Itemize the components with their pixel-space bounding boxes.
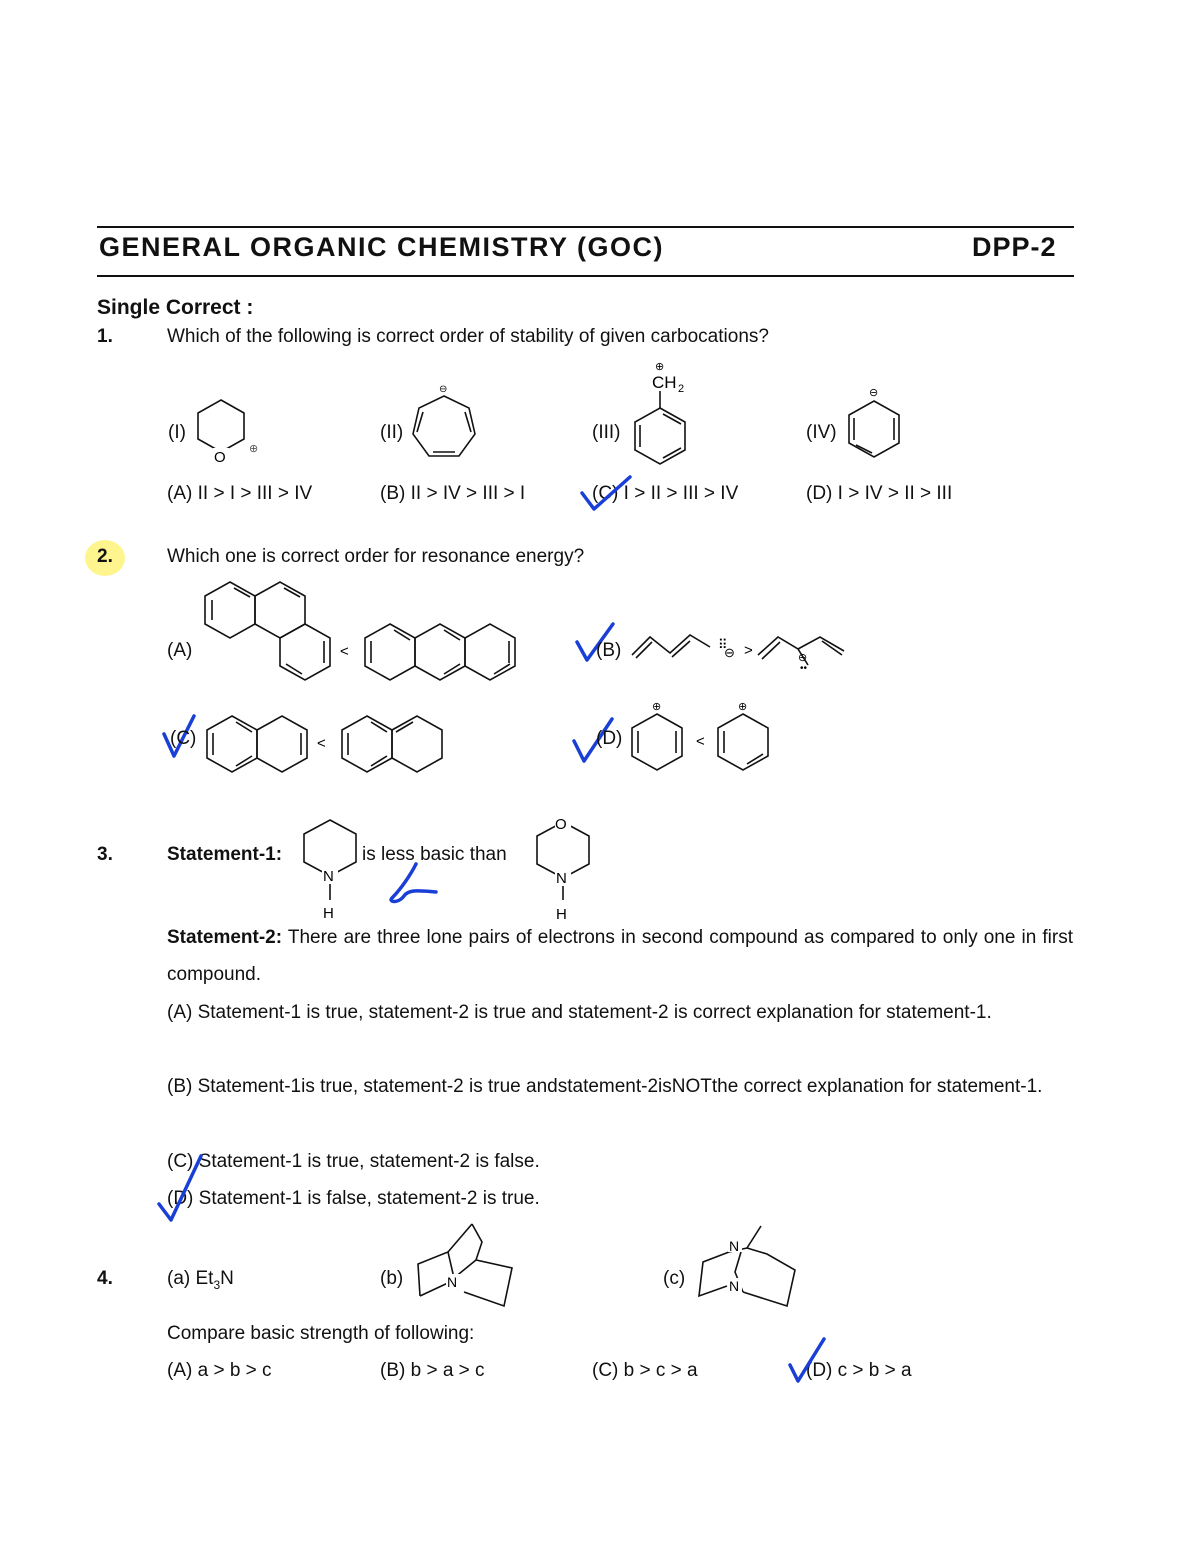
svg-text:H: H <box>556 906 567 923</box>
q3-statement2-text: There are three lone pairs of electrons in second compound as compared to only one in first compound. <box>167 927 1073 985</box>
q3-statement2 <box>167 919 1073 993</box>
q4-option-c-label: (c) <box>663 1268 686 1289</box>
svg-text:<: < <box>340 643 349 660</box>
q2-text: Which one is correct order for resonance energy? <box>167 546 585 567</box>
svg-text:>: > <box>744 642 753 659</box>
q1-option-d[interactable]: (D) I > IV > II > III <box>806 483 953 504</box>
q2-option-c-label: (C) <box>170 728 197 749</box>
structure-dihydronaphthalenes <box>205 712 455 777</box>
structure-tropylium <box>413 382 483 462</box>
page-title: GENERAL ORGANIC CHEMISTRY (GOC) <box>99 232 665 262</box>
q4-number: 4. <box>97 1268 113 1289</box>
svg-text:N: N <box>729 1278 740 1294</box>
svg-text:N: N <box>729 1238 740 1254</box>
handwritten-mark-icon <box>386 860 446 910</box>
structure-morpholine <box>533 812 598 927</box>
structure-phenanthrene-anthracene <box>200 580 530 685</box>
q3-statement1-label: Statement-1: <box>167 844 283 865</box>
q2-option-d-label: (D) <box>596 728 623 749</box>
q1-label-4: (IV) <box>806 422 837 443</box>
q4-option-a[interactable]: (A) a > b > c <box>167 1360 272 1381</box>
q3-option-b[interactable]: (B) Statement-1is true, statement-2 is true andstatement-2isNOTthe correct explanation for statement-1. <box>167 1076 1043 1097</box>
svg-text:••: •• <box>800 663 808 674</box>
q2-number: 2. <box>97 546 113 567</box>
checkmark-icon <box>578 473 638 518</box>
dpp-code: DPP-2 <box>972 232 1057 262</box>
structure-cyclohexadienyl-cations <box>630 700 780 775</box>
q3-statement1-text: is less basic than <box>362 844 507 865</box>
q1-option-c[interactable]: (C) I > II > III > IV <box>592 483 739 504</box>
structure-piperidine <box>300 818 365 923</box>
svg-text:N: N <box>556 870 567 887</box>
q3-number: 3. <box>97 844 113 865</box>
structure-phenyl-anion <box>846 385 916 465</box>
structure-dabco <box>695 1222 805 1312</box>
header-bottom-rule <box>97 275 1074 277</box>
svg-text:⊕: ⊕ <box>738 701 748 713</box>
q4-option-b[interactable]: (B) b > a > c <box>380 1360 485 1381</box>
q4-option-d[interactable]: (D) c > b > a <box>806 1360 912 1381</box>
svg-text:2: 2 <box>678 383 685 395</box>
q1-label-3: (III) <box>592 422 621 443</box>
section-heading: Single Correct : <box>97 296 254 319</box>
structure-quinuclidine <box>412 1220 522 1310</box>
svg-text:O: O <box>214 449 226 466</box>
svg-text:O: O <box>555 816 567 833</box>
q1-option-b[interactable]: (B) II > IV > III > I <box>380 483 526 504</box>
svg-text:N: N <box>447 1274 458 1290</box>
svg-text:<: < <box>696 733 705 750</box>
q1-text: Which of the following is correct order of stability of given carbocations? <box>167 326 769 347</box>
q3-statement2-label: Statement-2: <box>167 927 283 948</box>
q1-label-2: (II) <box>380 422 404 443</box>
svg-text:CH: CH <box>652 373 677 392</box>
svg-text:⊖: ⊖ <box>798 652 808 664</box>
q1-label-1: (I) <box>168 422 186 443</box>
svg-text:⊕: ⊕ <box>652 701 662 713</box>
structure-oxane-cation <box>195 398 265 468</box>
header-top-rule <box>97 226 1074 228</box>
svg-text:⊖: ⊖ <box>439 384 448 395</box>
q4-option-a-text: (a) $Et_3N$ <box>167 1268 234 1292</box>
q2-option-b-label: (B) <box>596 640 622 661</box>
svg-text:N: N <box>323 868 334 885</box>
structure-benzyl-cation <box>630 360 710 470</box>
q3-option-d[interactable]: (D) Statement-1 is false, statement-2 is true. <box>167 1188 540 1209</box>
svg-text:⊖: ⊖ <box>869 387 879 399</box>
q3-option-c[interactable]: (C) Statement-1 is true, statement-2 is false. <box>167 1151 540 1172</box>
svg-text:<: < <box>317 735 326 752</box>
q1-number: 1. <box>97 326 113 347</box>
svg-text:⊕: ⊕ <box>249 443 259 455</box>
structure-allylic-anions <box>630 625 860 675</box>
q4-option-c[interactable]: (C) b > c > a <box>592 1360 698 1381</box>
svg-text:⊖: ⊖ <box>724 645 735 660</box>
q1-option-a[interactable]: (A) II > I > III > IV <box>167 483 313 504</box>
q4-prompt: Compare basic strength of following: <box>167 1323 475 1344</box>
q3-option-a[interactable]: (A) Statement-1 is true, statement-2 is true and statement-2 is correct explanation for statement-1. <box>167 1002 992 1023</box>
checkmark-icon <box>786 1335 836 1385</box>
checkmark-icon <box>155 1152 210 1227</box>
q2-option-a-label: (A) <box>167 640 193 661</box>
q4-option-b-label: (b) <box>380 1268 404 1289</box>
svg-text:⠿: ⠿ <box>718 637 728 652</box>
svg-text:H: H <box>323 905 334 922</box>
svg-text:⊕: ⊕ <box>655 361 665 373</box>
